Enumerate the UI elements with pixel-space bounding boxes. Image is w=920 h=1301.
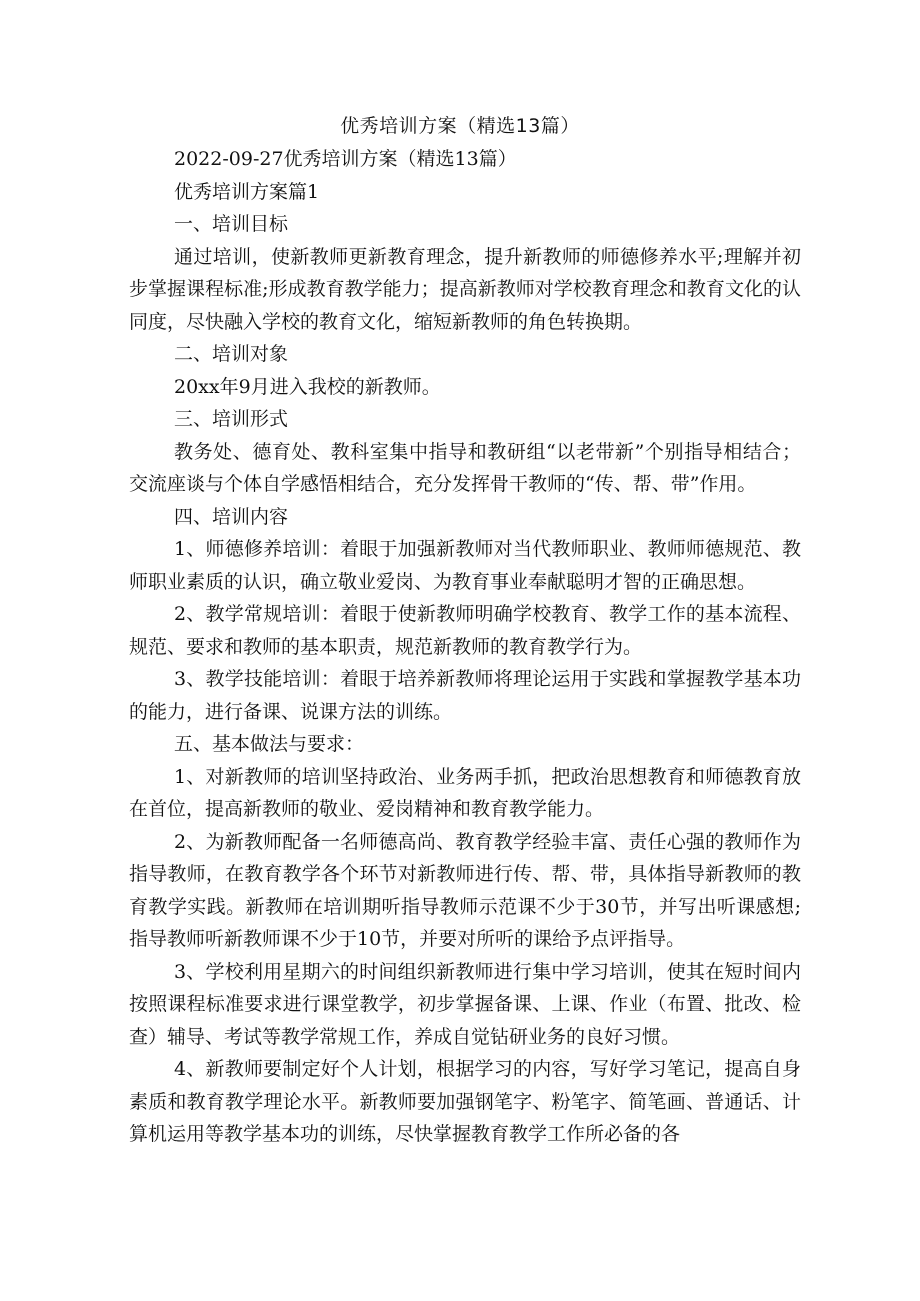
paragraph: 1、师德修养培训：着眼于加强新教师对当代教师职业、教师师德规范、教师职业素质的认识，确立敬业爱岗、为教育事业奉献聪明才智的正确思想。 xyxy=(129,538,801,593)
paragraph: 3、教学技能培训：着眼于培养新教师将理论运用于实践和掌握教学基本功的能力，进行备课、说课方法的训练。 xyxy=(129,668,801,723)
paragraph: 通过培训，使新教师更新教育理念，提升新教师的师德修养水平;理解并初步掌握课程标准;形成教育教学能力；提高新教师对学校教育理念和教育文化的认同度，尽快融入学校的教育文化，缩短新教师的角色转换期。 xyxy=(129,245,801,333)
section-heading: 五、基本做法与要求： xyxy=(174,733,365,755)
paragraph: 3、学校利用星期六的时间组织新教师进行集中学习培训，使其在短时间内按照课程标准要求进行课堂教学，初步掌握备课、上课、作业（布置、批改、检查）辅导、考试等教学常规工作，养成自觉钻研业务的良好习惯。 xyxy=(129,960,801,1048)
section-heading: 三、培训形式 xyxy=(174,408,289,430)
date-line: 2022-09-27优秀培训方案（精选13篇） xyxy=(174,148,517,170)
paragraph: 2、教学常规培训：着眼于使新教师明确学校教育、教学工作的基本流程、规范、要求和教师的基本职责，规范新教师的教育教学行为。 xyxy=(129,603,801,658)
paragraph: 20xx年9月进入我校的新教师。 xyxy=(174,375,441,398)
document-title: 优秀培训方案（精选13篇） xyxy=(340,115,580,137)
section-heading: 二、培训对象 xyxy=(174,343,289,365)
section-heading: 一、培训目标 xyxy=(174,213,289,235)
paragraph: 2、为新教师配备一名师德高尚、教育教学经验丰富、责任心强的教师作为指导教师，在教育教学各个环节对新教师进行传、帮、带，具体指导新教师的教育教学实践。新教师在培训期听指导教师示范课不少于30节，并写出听课感想;指导教师听新教师课不少于10节，并要对所听的课给予点评指导。 xyxy=(129,830,801,950)
document-body xyxy=(129,143,801,1151)
section-heading: 四、培训内容 xyxy=(174,505,289,528)
section-heading: 优秀培训方案篇1 xyxy=(174,180,320,203)
paragraph: 教务处、德育处、教科室集中指导和教研组“以老带新”个别指导相结合；交流座谈与个体自学感悟相结合，充分发挥骨干教师的“传、帮、带”作用。 xyxy=(129,440,801,495)
paragraph: 1、对新教师的培训坚持政治、业务两手抓，把政治思想教育和师德教育放在首位，提高新教师的敬业、爱岗精神和教育教学能力。 xyxy=(129,765,801,820)
paragraph: 4、新教师要制定好个人计划，根据学习的内容，写好学习笔记，提高自身素质和教育教学理论水平。新教师要加强钢笔字、粉笔字、简笔画、普通话、计算机运用等教学基本功的训练，尽快掌握教育教学工作所必备的各 xyxy=(129,1058,801,1145)
